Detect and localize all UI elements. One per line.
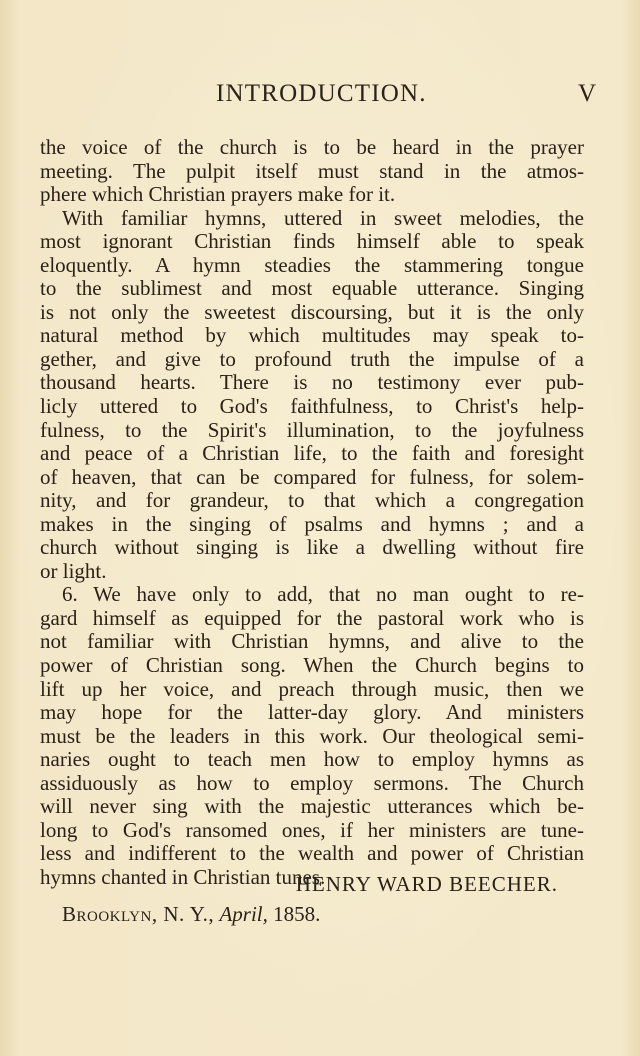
text-line: natural method by which multitudes may speak to-	[40, 323, 584, 348]
text-line: naries ought to teach men how to employ hymns as	[40, 747, 584, 772]
text-line: thousand hearts. There is no testimony ever pub-	[40, 370, 584, 395]
dateline-month: April,	[219, 902, 268, 926]
text-line: church without singing is like a dwelling without fire	[40, 535, 584, 560]
text-line: or light.	[40, 558, 107, 583]
text-line: assiduously as how to employ sermons. The Church	[40, 770, 584, 795]
text-line: may hope for the latter-day glory. And ministers	[40, 700, 584, 725]
text-line: power of Christian song. When the Church begins to	[40, 653, 584, 678]
text-line: With familiar hymns, uttered in sweet melodies, the	[62, 205, 584, 230]
author-signature: HENRY WARD BEECHER.	[295, 872, 558, 896]
text-line: less and indifferent to the wealth and power of Christian	[40, 841, 584, 866]
text-line: gard himself as equipped for the pastoral work who is	[40, 605, 584, 630]
text-line: and peace of a Christian life, to the faith and foresight	[40, 441, 584, 466]
text-line: lift up her voice, and preach through music, then we	[40, 676, 584, 701]
text-line: most ignorant Christian finds himself able to speak	[40, 229, 584, 254]
body-text	[40, 136, 584, 890]
dateline-year: 1858.	[273, 902, 321, 926]
dateline	[62, 902, 320, 927]
text-line: meeting. The pulpit itself must stand in the atmos-	[40, 158, 584, 183]
text-line: long to God's ransomed ones, if her ministers are tune-	[40, 817, 584, 842]
text-line: to the sublimest and most equable utterance. Singing	[40, 276, 584, 301]
page-title: INTRODUCTION.	[216, 80, 427, 107]
dateline-place: Brooklyn, N. Y.,	[62, 902, 215, 926]
text-line: of heaven, that can be compared for fulness, for solem-	[40, 464, 584, 489]
text-line: eloquently. A hymn steadies the stammering tongue	[40, 252, 584, 277]
text-line: makes in the singing of psalms and hymns ; and a	[40, 511, 584, 536]
text-line: must be the leaders in this work. Our theological semi-	[40, 723, 584, 748]
text-line: hymns chanted in Christian tunes.	[40, 864, 326, 889]
text-line: is not only the sweetest discoursing, but it is the only	[40, 299, 584, 324]
text-line: licly uttered to God's faithfulness, to Christ's help-	[40, 394, 584, 419]
text-line: will never sing with the majestic utterances which be-	[40, 794, 584, 819]
text-line: fulness, to the Spirit's illumination, to the joyfulness	[40, 417, 584, 442]
text-line: the voice of the church is to be heard in the prayer	[40, 135, 584, 159]
page-number: V	[577, 80, 596, 107]
text-line: nity, and for grandeur, to that which a congregation	[40, 488, 584, 513]
running-header	[40, 80, 596, 112]
text-line: 6. We have only to add, that no man ought to re-	[62, 582, 584, 607]
text-line: phere which Christian prayers make for it.	[40, 182, 396, 207]
text-line: gether, and give to profound truth the impulse of a	[40, 346, 584, 371]
text-line: not familiar with Christian hymns, and alive to the	[40, 629, 584, 654]
